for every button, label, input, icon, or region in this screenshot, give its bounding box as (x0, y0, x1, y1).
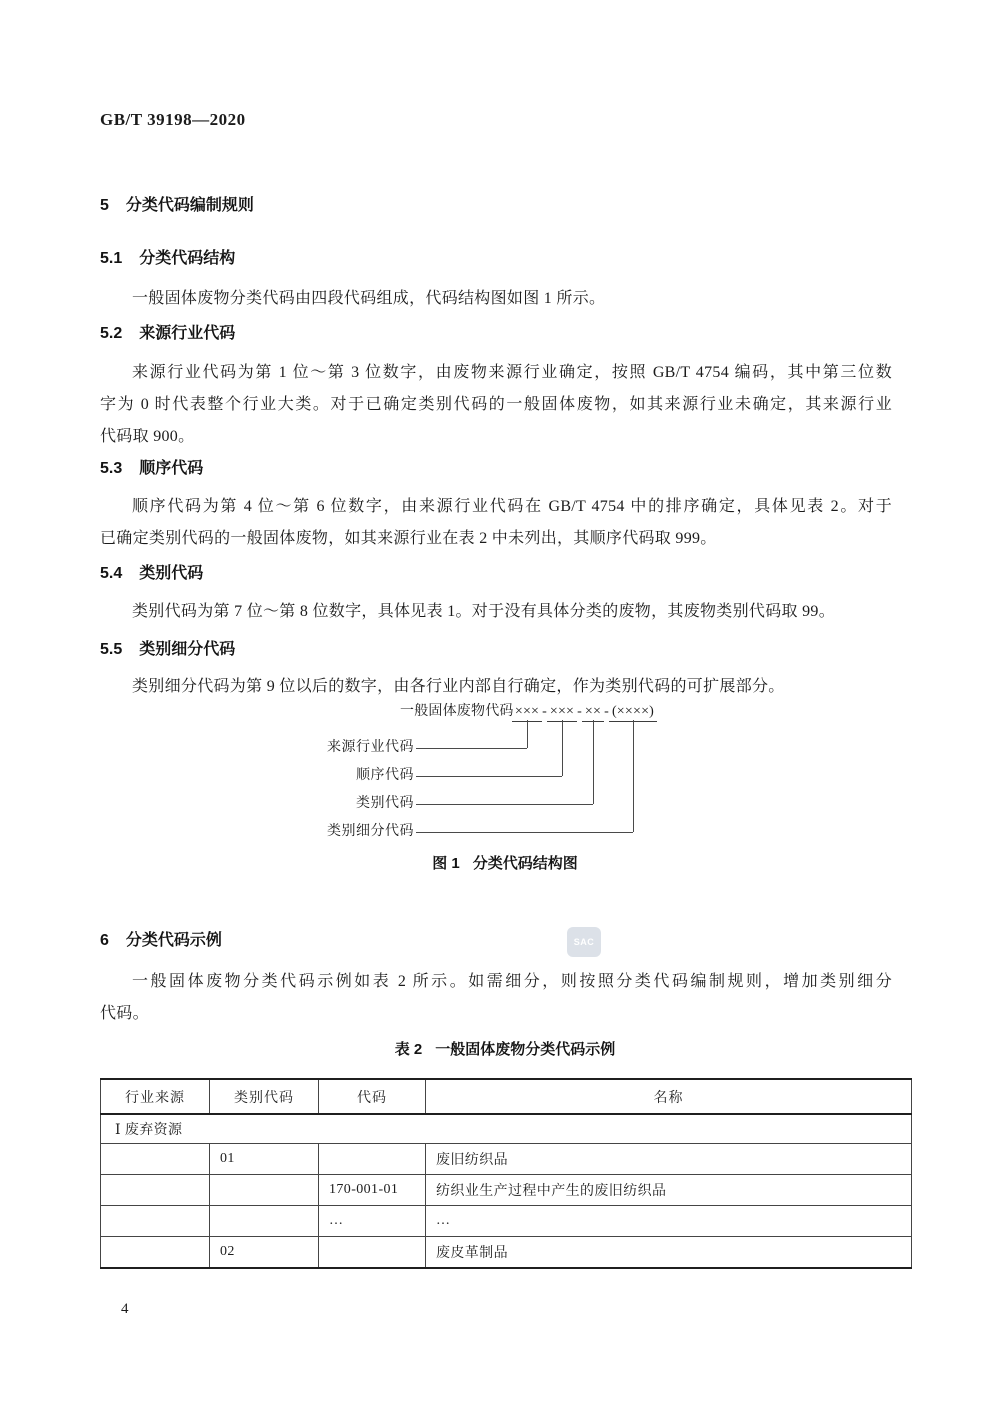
figure-callout-category-code: 类别代码 (356, 796, 414, 811)
figure-connector-hline (416, 804, 593, 805)
section-5-4-paragraph (100, 596, 892, 628)
figure-callout-sequence-code: 顺序代码 (356, 768, 414, 783)
figure-callout-industry-code: 来源行业代码 (327, 740, 414, 755)
cell-code: 170-001-01 (319, 1175, 426, 1206)
table-header-row (101, 1079, 912, 1114)
section-title: 来源行业代码 (139, 325, 236, 342)
figure-connector-hline (416, 832, 633, 833)
paragraph-line: 顺序代码为第 4 位～第 6 位数字，由来源行业代码在 GB/T 4754 中的排序确定，具体见表 2。对于 (132, 498, 892, 515)
section-number: 5.3 (100, 460, 123, 477)
section-title: 分类代码示例 (125, 932, 222, 949)
figure-callout-subdivision-code: 类别细分代码 (327, 824, 414, 839)
section-5-heading (100, 192, 254, 215)
standard-number: GB/T 39198—2020 (100, 110, 246, 129)
section-title: 类别细分代码 (139, 641, 236, 658)
cell-industry (101, 1144, 210, 1175)
figure-connector-hline (416, 776, 562, 777)
section-5-4-heading (100, 560, 203, 583)
classification-code-example-table (100, 1078, 912, 1269)
section-5-5-heading (100, 636, 235, 659)
code-segment-category: ×× (582, 703, 604, 722)
section-title: 分类代码编制规则 (125, 197, 254, 214)
header-category-code: 类别代码 (210, 1079, 319, 1114)
section-title: 顺序代码 (139, 460, 204, 477)
paragraph-line: 代码。 (100, 1005, 149, 1022)
section-number: 5.1 (100, 250, 123, 267)
cell-code (319, 1237, 426, 1269)
section-number: 5.4 (100, 565, 123, 582)
section-number: 5 (100, 197, 109, 214)
figure-connector-vline (593, 720, 594, 804)
section-5-3-heading (100, 455, 203, 478)
cell-name: 废旧纺织品 (426, 1144, 912, 1175)
watermark-logo: SAC (567, 927, 601, 957)
header-name: 名称 (426, 1079, 912, 1114)
section-6-heading (100, 927, 222, 950)
cell-category (210, 1206, 319, 1237)
code-segment-sequence: ××× (547, 703, 577, 722)
cell-category: 02 (210, 1237, 319, 1269)
section-5-5-paragraph (100, 671, 892, 703)
figure-code-label: 一般固体废物代码 (400, 704, 514, 719)
figure-connector-hline (416, 748, 527, 749)
header-industry-source: 行业来源 (101, 1079, 210, 1114)
code-segment-industry: ××× (512, 703, 542, 722)
section-5-1-paragraph (100, 283, 892, 315)
page-number: 4 (121, 1301, 129, 1317)
code-separator: - (542, 704, 547, 719)
table-row (101, 1237, 912, 1269)
table-caption-title: 一般固体废物分类代码示例 (435, 1041, 616, 1058)
figure-connector-vline (527, 720, 528, 748)
paragraph-line: 已确定类别代码的一般固体废物，如其来源行业在表 2 中未列出，其顺序代码取 999。 (100, 530, 717, 547)
section-5-1-heading (100, 245, 235, 268)
section-title: 类别代码 (139, 565, 204, 582)
section-5-2-heading (100, 320, 235, 343)
paragraph-line: 一般固体废物分类代码由四段代码组成，代码结构图如图 1 所示。 (132, 290, 606, 307)
paragraph-line: 一般固体废物分类代码示例如表 2 所示。如需细分，则按照分类代码编制规则，增加类别细分 (132, 973, 892, 990)
figure-caption-title: 分类代码结构图 (472, 855, 578, 872)
table-row (101, 1175, 912, 1206)
section-5-3-paragraph (100, 491, 892, 555)
cell-name: … (426, 1206, 912, 1237)
cell-industry (101, 1175, 210, 1206)
figure-1-caption (100, 852, 910, 873)
section-number: 5.2 (100, 325, 123, 342)
paragraph-line: 字为 0 时代表整个行业大类。对于已确定类别代码的一般固体废物，如其来源行业未确定，其来源行业 (100, 396, 892, 413)
cell-code: … (319, 1206, 426, 1237)
section-number: 5.5 (100, 641, 123, 658)
paragraph-line: 类别代码为第 7 位～第 8 位数字，具体见表 1。对于没有具体分类的废物，其废物类别代码取 99。 (132, 603, 836, 620)
cell-name: 废皮革制品 (426, 1237, 912, 1269)
cell-name: 纺织业生产过程中产生的废旧纺织品 (426, 1175, 912, 1206)
cell-category: 01 (210, 1144, 319, 1175)
paragraph-line: 代码取 900。 (100, 428, 195, 445)
section-6-paragraph (100, 966, 892, 1030)
figure-caption-label: 图 1 (432, 855, 460, 872)
section-number: 6 (100, 932, 109, 949)
cell-category (210, 1175, 319, 1206)
table-row (101, 1144, 912, 1175)
table-row (101, 1206, 912, 1237)
paragraph-line: 来源行业代码为第 1 位～第 3 位数字，由废物来源行业确定，按照 GB/T 4754 编码，其中第三位数 (132, 364, 892, 381)
table-2-caption (100, 1038, 910, 1059)
header-code: 代码 (319, 1079, 426, 1114)
code-separator: - (577, 704, 582, 719)
table-group-row (101, 1114, 912, 1144)
figure-connector-vline (562, 720, 563, 776)
figure-code-structure (100, 700, 910, 852)
table-caption-label: 表 2 (394, 1041, 423, 1058)
code-separator: - (604, 704, 609, 719)
figure-connector-vline (633, 720, 634, 832)
section-5-2-paragraph (100, 357, 892, 453)
cell-industry (101, 1237, 210, 1269)
code-segment-subdivision: (××××) (609, 703, 657, 722)
cell-industry (101, 1206, 210, 1237)
figure-code-line (400, 700, 657, 722)
cell-code (319, 1144, 426, 1175)
group-row-label: Ⅰ 废弃资源 (101, 1114, 912, 1144)
paragraph-line: 类别细分代码为第 9 位以后的数字，由各行业内部自行确定，作为类别代码的可扩展部分。 (132, 678, 785, 695)
section-title: 分类代码结构 (139, 250, 236, 267)
